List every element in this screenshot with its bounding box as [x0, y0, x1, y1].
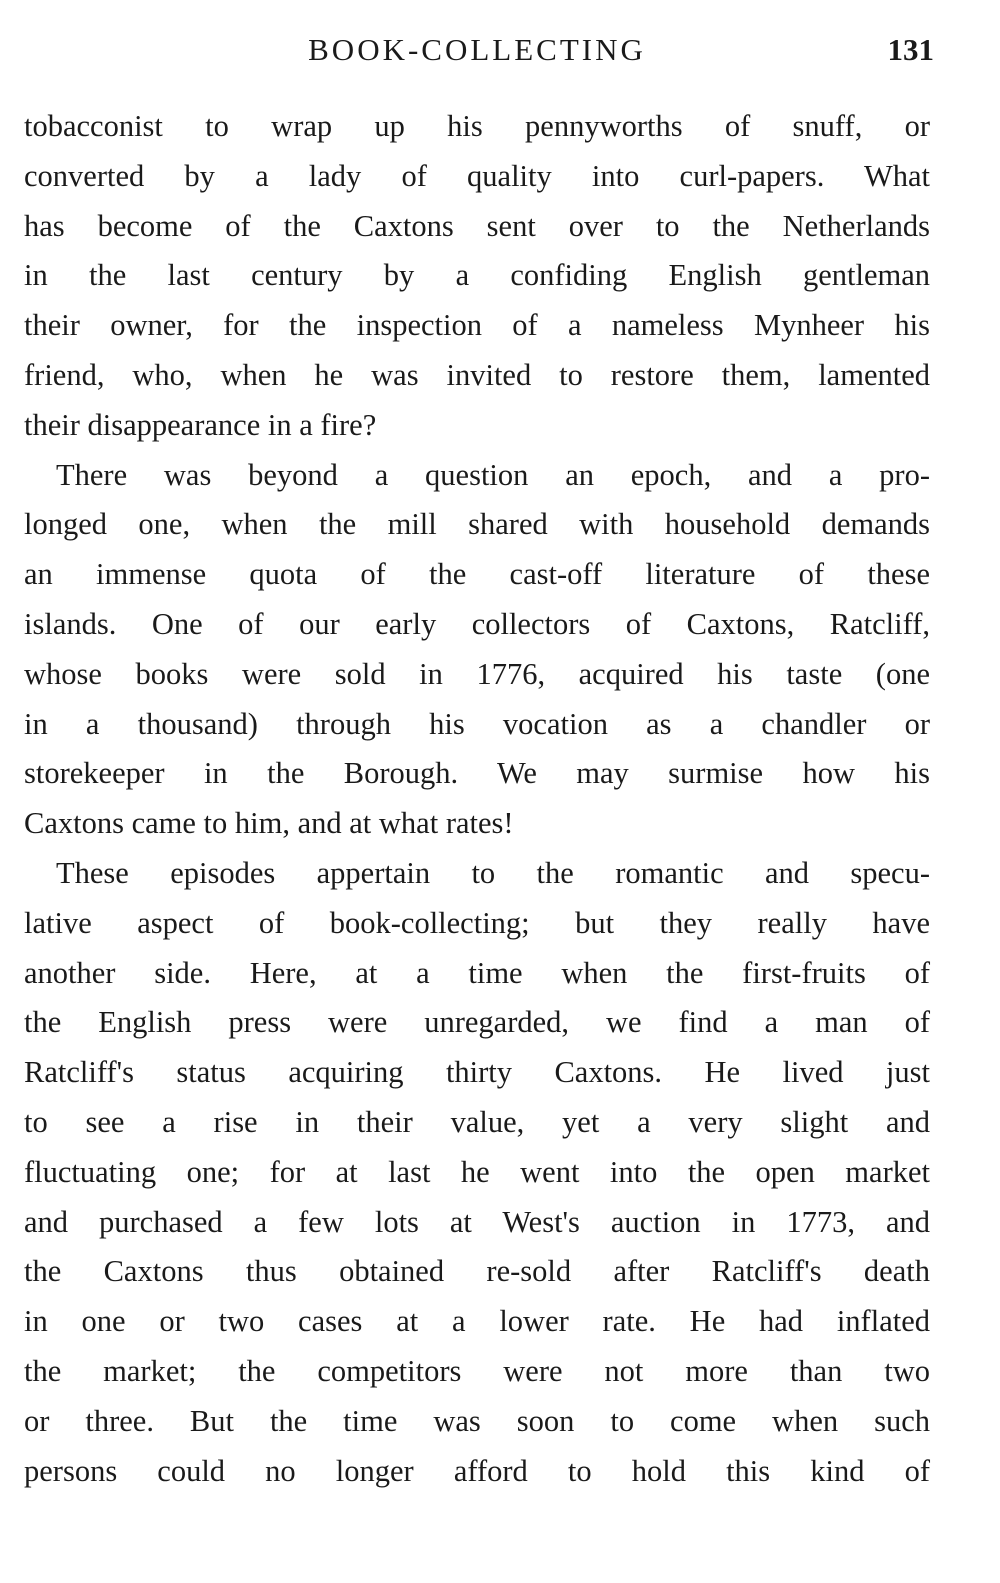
- text-line: persons could no longer afford to hold this kind of: [24, 1453, 930, 1488]
- text-line: lative aspect of book-collecting; but they really have: [24, 905, 930, 940]
- text-line: the market; the competitors were not more than two: [24, 1353, 930, 1388]
- text-line: an immense quota of the cast-off literature of these: [24, 557, 930, 592]
- text-line: has become of the Caxtons sent over to the Netherlands: [24, 208, 930, 243]
- text-line: or three. But the time was soon to come when such: [24, 1403, 930, 1438]
- text-line: converted by a lady of quality into curl-papers. What: [24, 158, 930, 193]
- text-line: Ratcliff's status acquiring thirty Caxtons. He lived just: [24, 1055, 930, 1090]
- text-line: storekeeper in the Borough. We may surmise how his: [24, 756, 930, 791]
- text-line: their owner, for the inspection of a nameless Mynheer his: [24, 308, 930, 343]
- paragraph: [24, 102, 930, 451]
- text-line: the Caxtons thus obtained re-sold after Ratcliff's death: [24, 1254, 930, 1289]
- text-line: the English press were unregarded, we find a man of: [24, 1005, 930, 1040]
- text-line: tobacconist to wrap up his pennyworths of snuff, or: [24, 109, 930, 143]
- text-line: in a thousand) through his vocation as a chandler or: [24, 706, 930, 741]
- paragraph: [24, 849, 930, 1496]
- text-line: There was beyond a question an epoch, and a pro-: [56, 457, 930, 492]
- text-line: These episodes appertain to the romantic and specu-: [56, 855, 930, 890]
- running-title: BOOK-COLLECTING: [308, 32, 646, 67]
- page-number: 131: [887, 32, 934, 67]
- text-line: and purchased a few lots at West's auction in 1773, and: [24, 1204, 930, 1239]
- text-line: whose books were sold in 1776, acquired his taste (one: [24, 656, 930, 691]
- text-line: their disappearance in a fire?: [24, 407, 377, 442]
- text-line: fluctuating one; for at last he went into the open market: [24, 1154, 930, 1189]
- body-text: [24, 102, 930, 1496]
- running-head: [24, 0, 934, 70]
- text-line: Caxtons came to him, and at what rates!: [24, 806, 514, 841]
- text-line: in one or two cases at a lower rate. He had inflated: [24, 1304, 930, 1339]
- paragraph: [24, 451, 930, 849]
- text-line: friend, who, when he was invited to restore them, lamented: [24, 357, 930, 392]
- book-page: [24, 0, 934, 1488]
- text-line: longed one, when the mill shared with household demands: [24, 507, 930, 542]
- text-line: in the last century by a confiding English gentleman: [24, 258, 930, 293]
- text-line: another side. Here, at a time when the first-fruits of: [24, 955, 930, 990]
- text-line: islands. One of our early collectors of Caxtons, Ratcliff,: [24, 606, 930, 641]
- text-line: to see a rise in their value, yet a very slight and: [24, 1104, 930, 1139]
